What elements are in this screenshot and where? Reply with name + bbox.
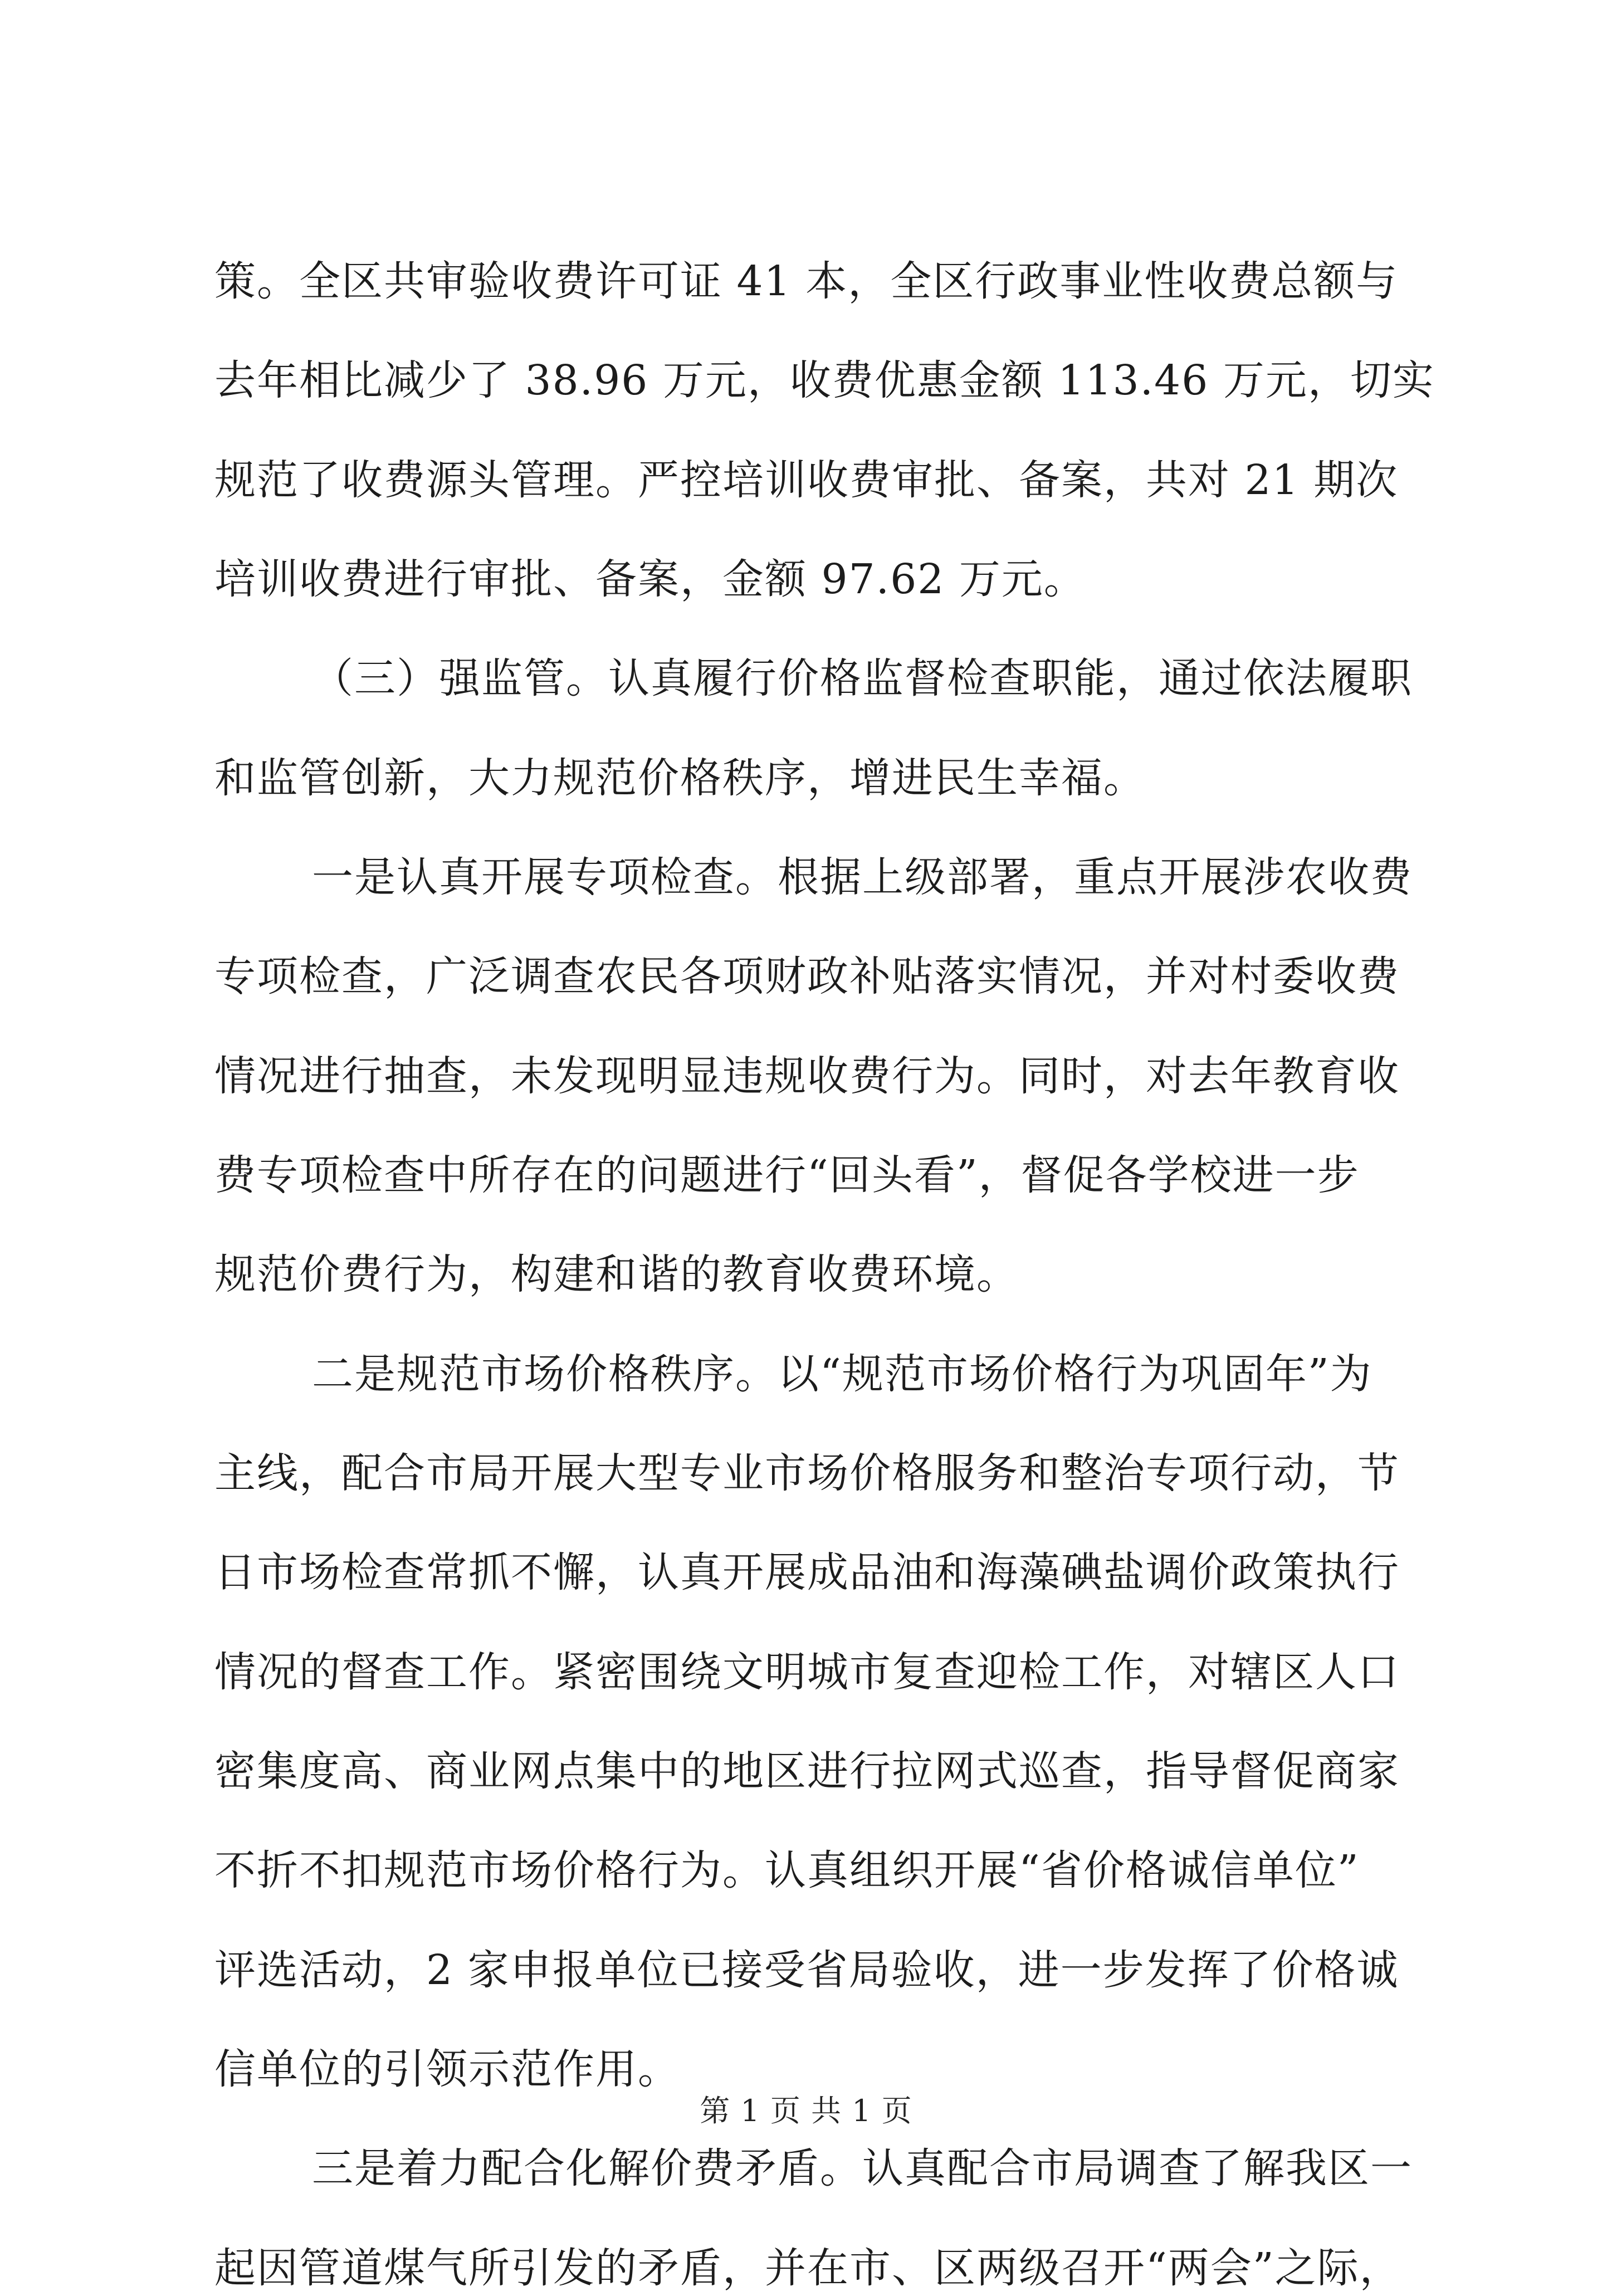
text-line-5: （三）强监管。认真履行价格监督检查职能，通过依法履职 (312, 654, 1413, 702)
text-line-21: 起因管道煤气所引发的矛盾，并在市、区两级召开“两会”之际， (214, 2244, 1402, 2292)
text-line-11: 规范价费行为，构建和谐的教育收费环境。 (214, 1250, 1019, 1298)
text-line-1: 策。全区共审验收费许可证 41 本，全区行政事业性收费总额与 (214, 257, 1399, 305)
text-line-16: 密集度高、商业网点集中的地区进行拉网式巡查，指导督促商家 (214, 1747, 1400, 1795)
text-line-9: 情况进行抽查，未发现明显违规收费行为。同时，对去年教育收 (214, 1052, 1400, 1100)
text-line-19: 信单位的引领示范作用。 (214, 2045, 680, 2093)
text-line-4: 培训收费进行审批、备案，金额 97.62 万元。 (214, 555, 1086, 603)
text-line-8: 专项检查，广泛调查农民各项财政补贴落实情况，并对村委收费 (214, 952, 1400, 1000)
text-line-12: 二是规范市场价格秩序。以“规范市场价格行为巩固年”为 (312, 1350, 1372, 1398)
text-line-15: 情况的督查工作。紧密围绕文明城市复查迎检工作，对辖区人口 (214, 1648, 1400, 1696)
text-line-14: 日市场检查常抓不懈，认真开展成品油和海藻碘盐调价政策执行 (214, 1548, 1400, 1596)
text-line-10: 费专项检查中所存在的问题进行“回头看”，督促各学校进一步 (214, 1151, 1360, 1199)
text-line-7: 一是认真开展专项检查。根据上级部署，重点开展涉农收费 (312, 853, 1413, 901)
page-footer: 第 1 页 共 1 页 (700, 2093, 912, 2128)
text-line-13: 主线，配合市局开展大型专业市场价格服务和整治专项行动，节 (214, 1449, 1400, 1497)
text-line-20: 三是着力配合化解价费矛盾。认真配合市局调查了解我区一 (312, 2144, 1413, 2192)
text-line-18: 评选活动，2 家申报单位已接受省局验收，进一步发挥了价格诚 (214, 1946, 1399, 1994)
text-line-17: 不折不扣规范市场价格行为。认真组织开展“省价格诚信单位” (214, 1846, 1360, 1894)
text-line-3: 规范了收费源头管理。严控培训收费审批、备案，共对 21 期次 (214, 456, 1399, 504)
text-line-2: 去年相比减少了 38.96 万元，收费优惠金额 113.46 万元，切实 (214, 356, 1435, 404)
text-line-6: 和监管创新，大力规范价格秩序，增进民生幸福。 (214, 754, 1146, 802)
